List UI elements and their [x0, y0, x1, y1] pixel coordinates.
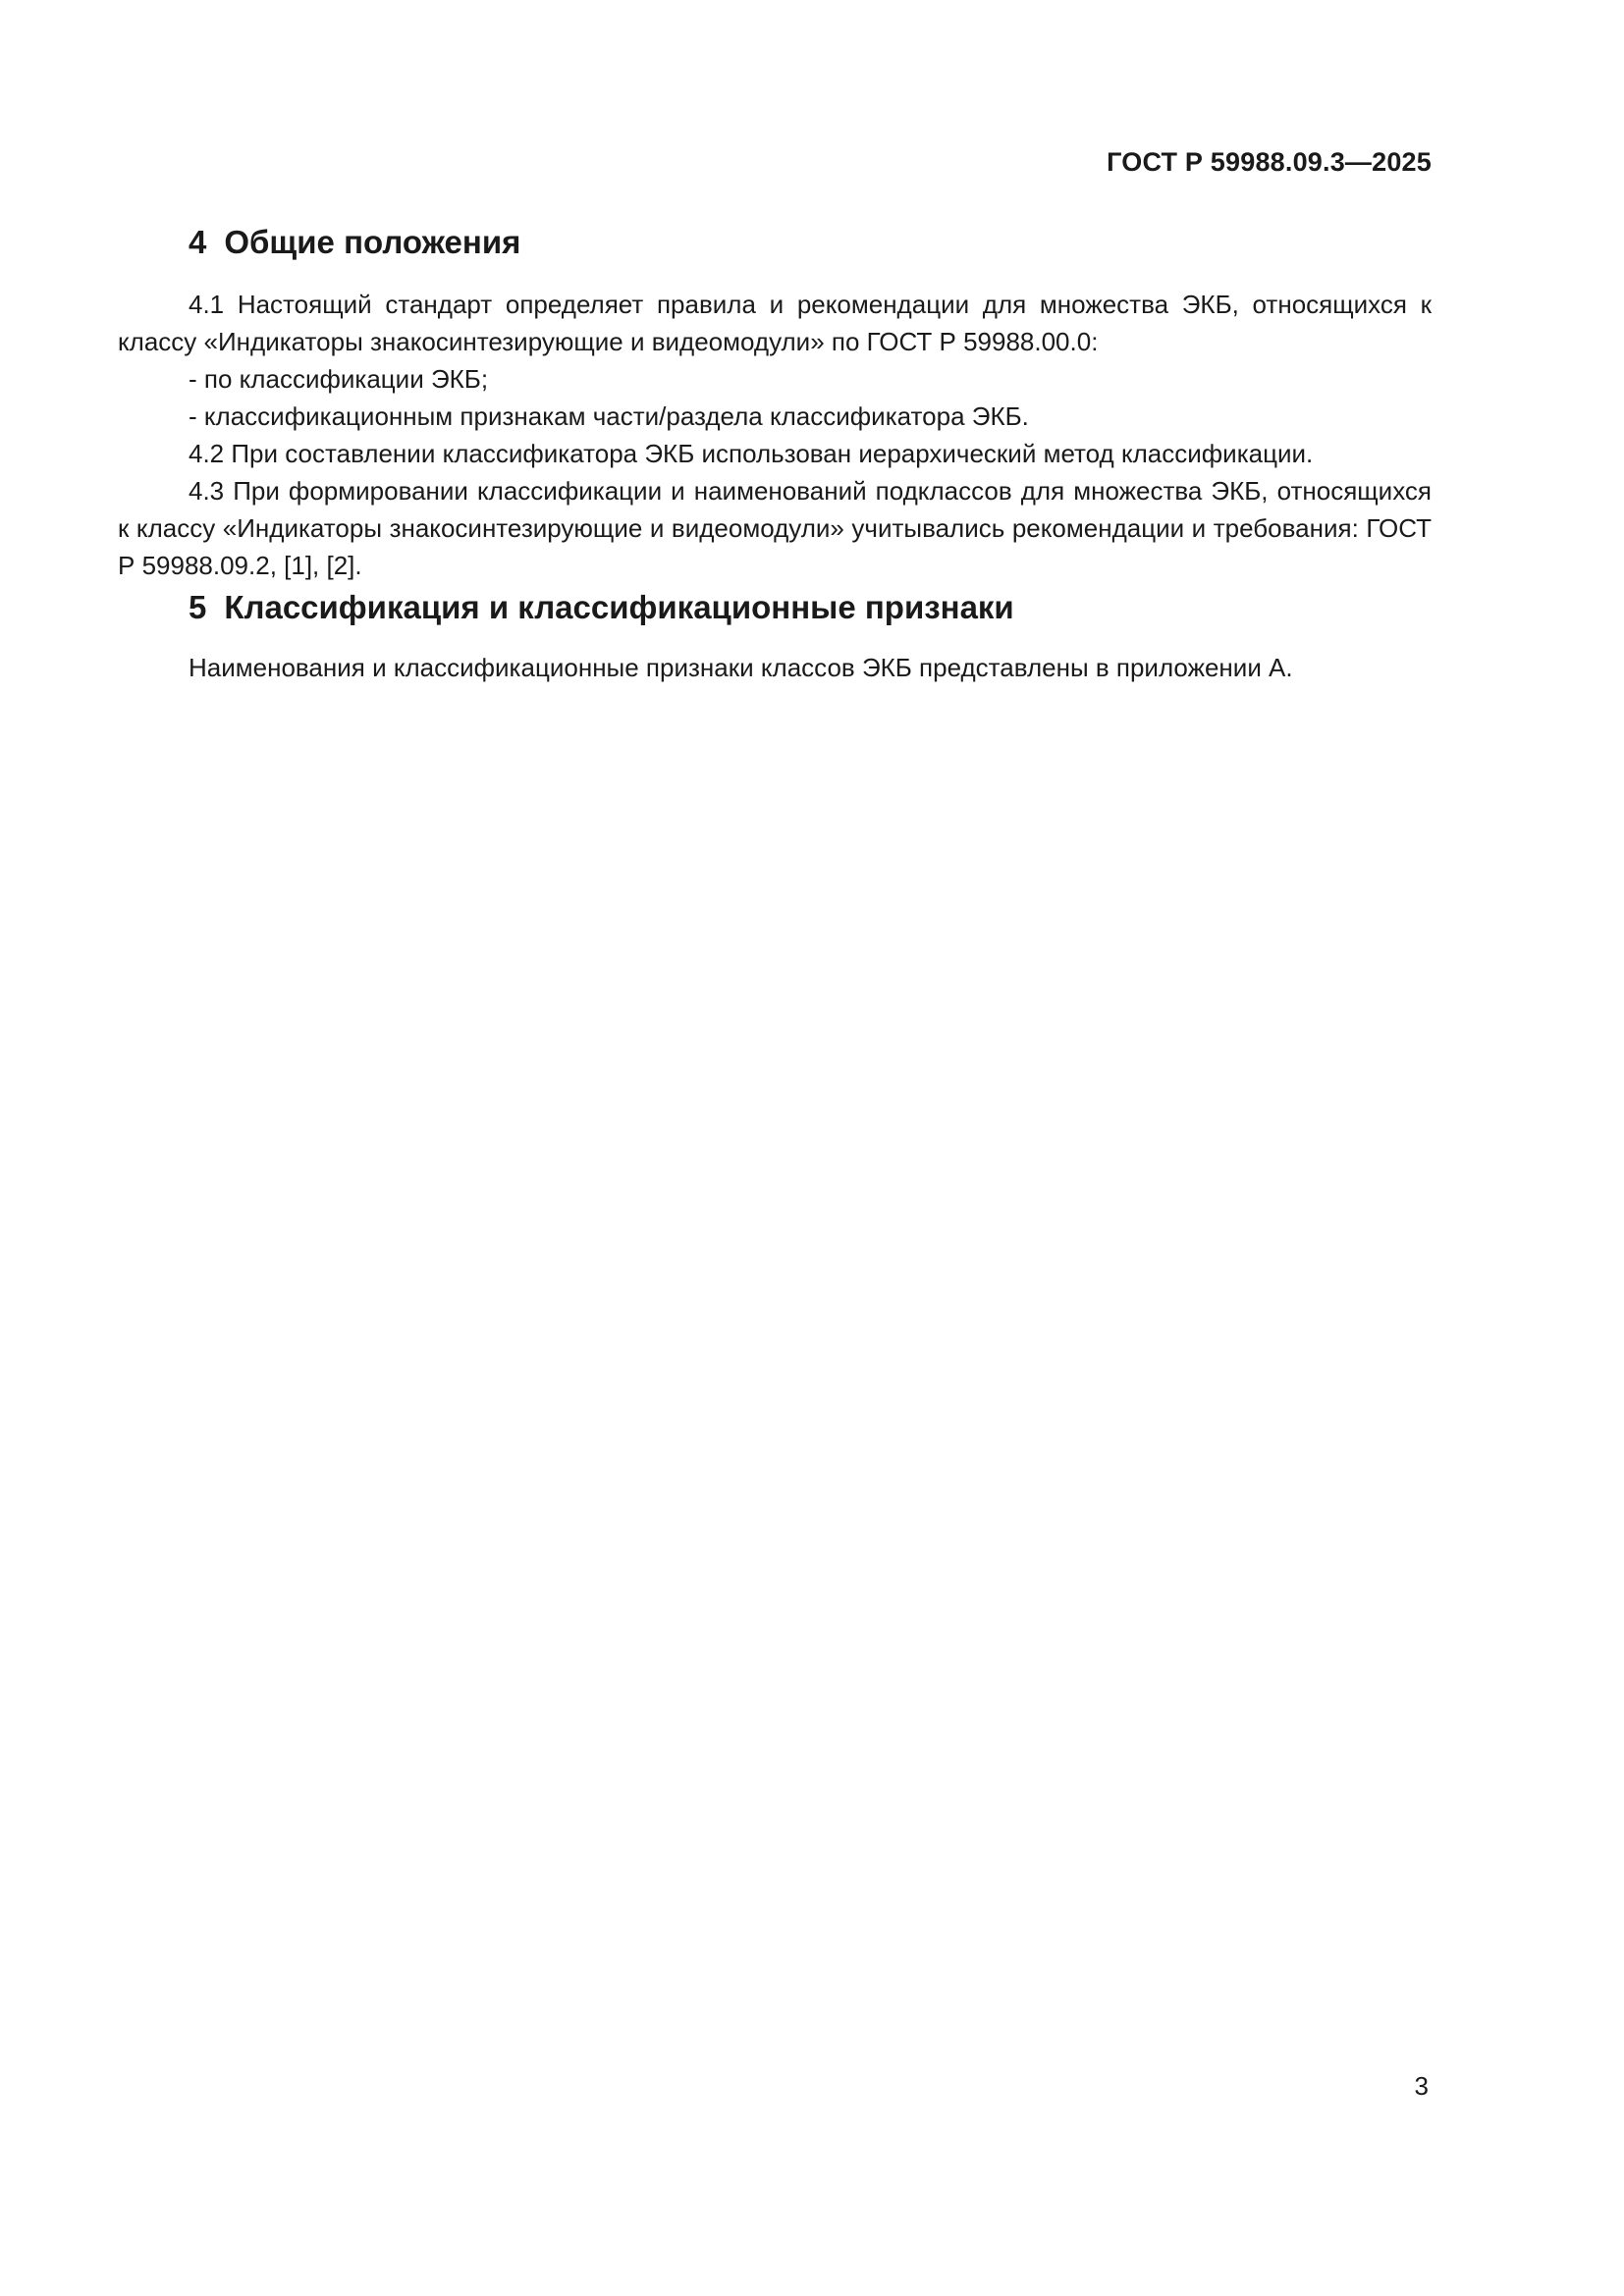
section-4-heading — [189, 225, 1432, 260]
paragraph-4-3: 4.3 При формировании классификации и наименований подклассов для множества ЭКБ, относящихся к классу «Индикаторы знакосинтезирующие и видеомодули» учитывались рекомендации и требования: ГОСТ Р 59988.09.2, [1], [2]. — [118, 476, 1432, 580]
paragraph-4-1: 4.1 Настоящий стандарт определяет правила и рекомендации для множества ЭКБ, относящихся к классу «Индикаторы знакосинтезирующие и видеомодули» по ГОСТ Р 59988.00.0: — [118, 290, 1432, 356]
section-4 — [118, 225, 1432, 584]
paragraph-4-2: 4.2 При составлении классификатора ЭКБ использован иерархический метод классификации. — [189, 439, 1314, 468]
section-4-title: Общие положения — [224, 224, 521, 260]
section-5-heading — [189, 590, 1432, 625]
page-content — [118, 0, 1432, 686]
paragraph-5-intro: Наименования и классификационные признаки классов ЭКБ представлены в приложении А. — [189, 653, 1293, 682]
section-4-number: 4 — [189, 224, 207, 260]
section-5 — [118, 590, 1432, 686]
section-5-title: Классификация и классификационные признаки — [224, 589, 1014, 625]
list-item-classification-attributes: - классификационным признакам части/раздела классификатора ЭКБ. — [189, 401, 1029, 431]
running-header: ГОСТ Р 59988.09.3—2025 — [1107, 147, 1432, 177]
section-5-number: 5 — [189, 589, 207, 625]
page-number: 3 — [1414, 2071, 1429, 2101]
list-item-classification: - по классификации ЭКБ; — [189, 364, 489, 394]
